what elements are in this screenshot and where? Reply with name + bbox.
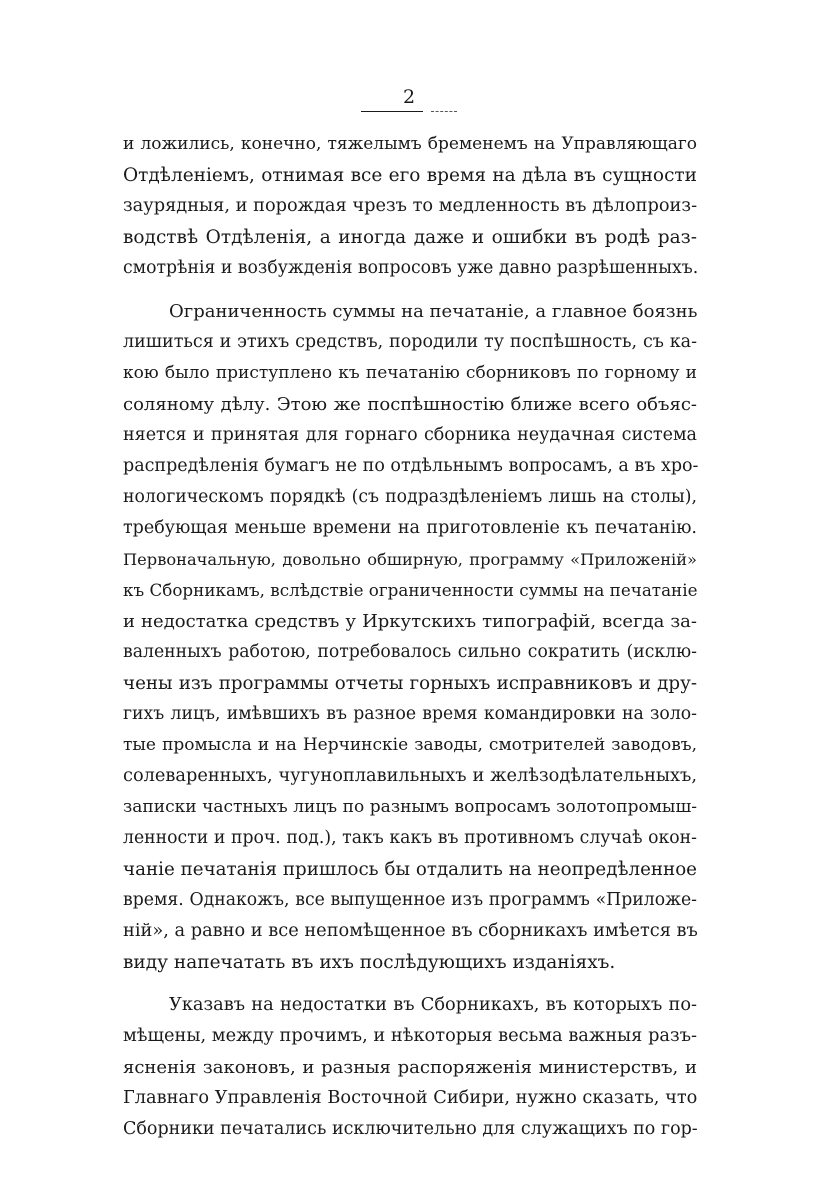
paragraph-gap (123, 284, 697, 296)
text-line: Ограниченность суммы на печатаніе, а главное боязнь (169, 301, 698, 322)
text-line: Сборники печатались исключительно для служащихъ по гор- (123, 1119, 698, 1139)
header-rule (361, 111, 423, 112)
paragraph-gap (123, 978, 697, 990)
text-line: и недостатка средствъ у Иркутскихъ типографій, всегда за- (123, 611, 697, 632)
text-line: чаніе печатанія пришлось бы отдалить на неопредѣленное (123, 859, 697, 880)
text-line: тые промысла и на Нерчинскіе заводы, смотрителей заводовъ, (123, 735, 697, 755)
text-line: лишиться и этихъ средствъ, породили ту поспѣшность, съ ка- (123, 332, 697, 352)
text-line: чены изъ программы отчеты горныхъ исправниковъ и дру- (123, 673, 697, 694)
page-number: 2 (403, 86, 416, 108)
text-line: гихъ лицъ, имѣвшихъ въ разное время командировки на золо- (123, 704, 697, 724)
text-line: и ложились, конечно, тяжелымъ бременемъ на Управляющаго (123, 134, 697, 154)
text-line: Главнаго Управленія Восточной Сибири, нужно сказать, что (123, 1088, 698, 1108)
text-line: Отдѣленіемъ, отнимая все его время на дѣла въ сущности (123, 165, 697, 186)
text-line: время. Однакожъ, все выпущенное изъ программъ «Приложе- (123, 890, 697, 910)
text-line: водствѣ Отдѣленія, а иногда даже и ошибки въ родѣ раз- (123, 227, 697, 248)
text-line: смотрѣнія и возбужденія вопросовъ уже давно разрѣшенныхъ. (123, 258, 699, 278)
text-line: солеваренныхъ, чугуноплавильныхъ и желѣзодѣлательныхъ, (123, 766, 697, 786)
text-line: соляному дѣлу. Этою же поспѣшностію ближе всего объяс- (123, 394, 697, 415)
text-line: виду напечатать въ ихъ послѣдующихъ изданіяхъ. (123, 952, 616, 973)
text-line: ленности и проч. под.), такъ какъ въ противномъ случаѣ окон- (123, 828, 697, 848)
text-line: къ Сборникамъ, вслѣдствіе ограниченности суммы на печатаніе (123, 580, 698, 600)
page-header (355, 86, 465, 122)
text-line: валенныхъ работою, потребовалось сильно сократить (исклю- (123, 642, 697, 662)
text-line: няется и принятая для горнаго сборника неудачная система (123, 425, 697, 445)
text-line: кою было приступлено къ печатанію сборниковъ по горному и (123, 363, 697, 383)
header-rule-dash (431, 111, 457, 112)
text-line: Первоначальную, довольно обширную, программу «Приложеній» (123, 550, 697, 569)
body-text (123, 129, 697, 1145)
text-line: записки частныхъ лицъ по разнымъ вопросамъ золотопромыш- (123, 797, 697, 817)
text-line: ній», а равно и все непомѣщенное въ сборникахъ имѣется въ (123, 921, 698, 941)
text-line: распредѣленія бумагъ не по отдѣльнымъ вопросамъ, а въ хро- (123, 456, 699, 476)
text-line: ясненія законовъ, и разныя распоряженія министерствъ, и (123, 1057, 697, 1078)
text-line: требующая меньше времени на приготовленіе къ печатанію. (123, 518, 697, 538)
text-line: Указавъ на недостатки въ Сборникахъ, въ которыхъ по- (169, 995, 697, 1015)
text-line: мѣщены, между прочимъ, и нѣкоторыя весьма важныя разъ- (123, 1026, 697, 1046)
text-line: заурядныя, и порождая чрезъ то медленность въ дѣлопроиз- (123, 196, 698, 216)
text-line: нологическомъ порядкѣ (съ подраздѣленіемъ лишь на столы), (123, 487, 697, 507)
